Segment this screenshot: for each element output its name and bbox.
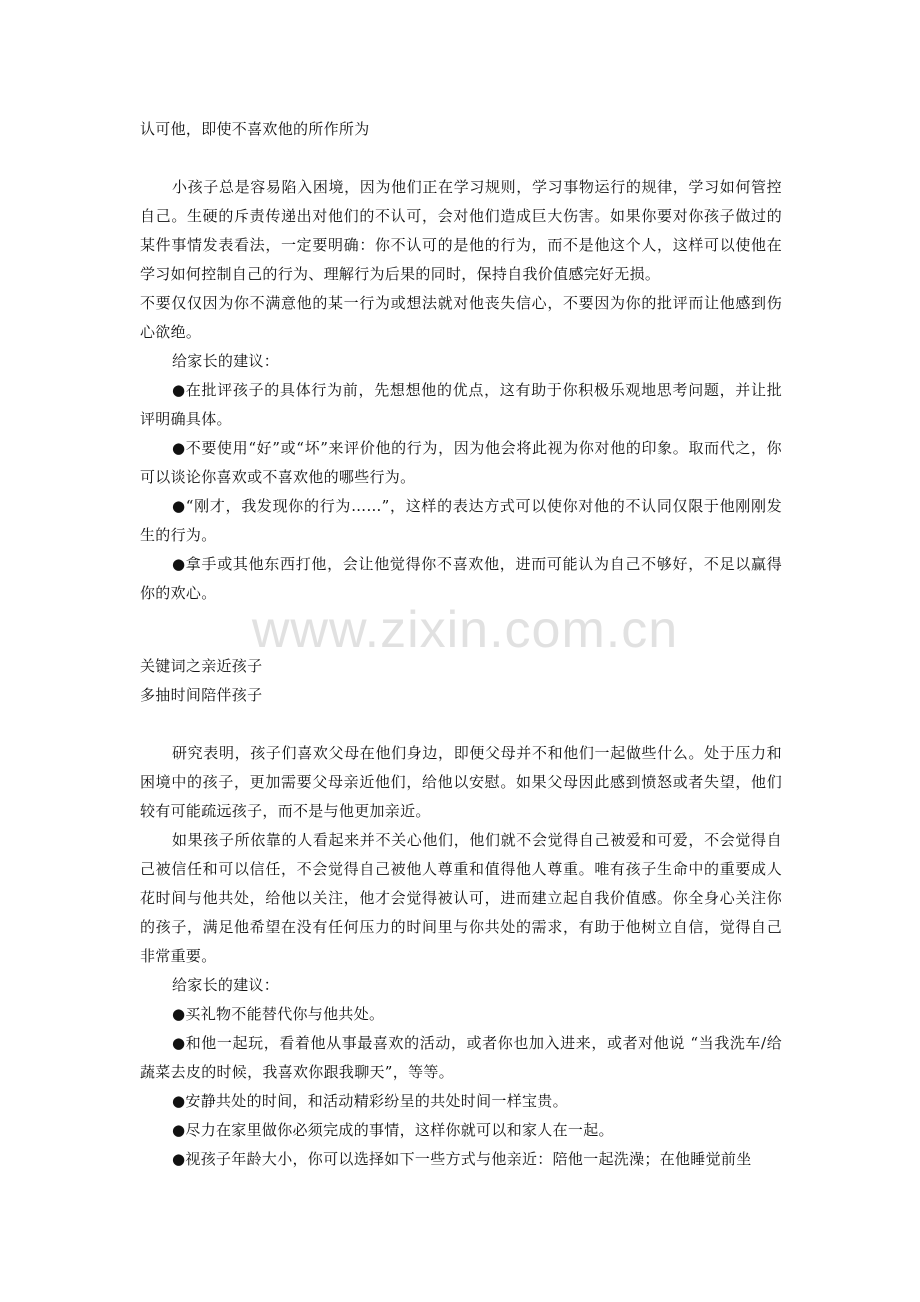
advice-bullet: ●和他一起玩，看着他从事最喜欢的活动，或者你也加入进来，或者对他说 “当我洗车/给蔬菜去皮的时候，我喜欢你跟我聊天”，等等。 bbox=[140, 1034, 782, 1081]
watermark: www.zixin.com.cn bbox=[251, 601, 679, 659]
advice-bullet: ●拿手或其他东西打他，会让他觉得你不喜欢他，进而可能认为自己不够好，不足以赢得你的欢心。 bbox=[140, 555, 782, 602]
body-paragraph: 不要仅仅因为你不满意他的某一行为或想法就对他丧失信心，不要因为你的批评而让他感到伤心欲绝。 bbox=[140, 294, 782, 341]
body-paragraph: 小孩子总是容易陷入困境，因为他们正在学习规则，学习事物运行的规律，学习如何管控自己。生硬的斥责传递出对他们的不认可，会对他们造成巨大伤害。如果你要对你孩子做过的某件事情发表看法，一定要明确：你不认可的是他的行为，而不是他这个人，这样可以使他在学习如何控制自己的行为、理解行为后果的同时，保持自我价值感完好无损。 bbox=[140, 178, 782, 283]
section-closeness bbox=[140, 652, 782, 1174]
body-paragraph: 如果孩子所依靠的人看起来并不关心他们，他们就不会觉得自己被爱和可爱，不会觉得自己被信任和可以信任，不会觉得自己被他人尊重和值得他人尊重。唯有孩子生命中的重要成人花时间与他共处，给他以关注，他才会觉得被认可，进而建立起自我价值感。你全身心关注你的孩子，满足他希望在没有任何压力的时间里与你共处的需求，有助于他树立自信，觉得自己非常重要。 bbox=[140, 831, 782, 965]
body-paragraph: 研究表明，孩子们喜欢父母在他们身边，即便父母并不和他们一起做些什么。处于压力和困境中的孩子，更加需要父母亲近他们，给他以安慰。如果父母因此感到愤怒或者失望，他们较有可能疏远孩子，而不是与他更加亲近。 bbox=[140, 744, 782, 820]
advice-bullet: ●“刚才，我发现你的行为……”，这样的表达方式可以使你对他的不认同仅限于他刚刚发生的行为。 bbox=[140, 497, 782, 544]
advice-label: 给家长的建议： bbox=[172, 352, 280, 370]
section-heading: 多抽时间陪伴孩子 bbox=[140, 686, 263, 704]
advice-bullet: ●在批评孩子的具体行为前，先想想他的优点，这有助于你积极乐观地思考问题，并让批评明确具体。 bbox=[140, 381, 782, 428]
advice-label: 给家长的建议： bbox=[172, 976, 280, 994]
keyword-title: 关键词之亲近孩子 bbox=[140, 657, 263, 675]
advice-bullet: ●视孩子年龄大小，你可以选择如下一些方式与他亲近：陪他一起洗澡；在他睡觉前坐 bbox=[172, 1150, 752, 1168]
section-parenting-approval bbox=[140, 115, 782, 608]
advice-bullet: ●安静共处的时间，和活动精彩纷呈的共处时间一样宝贵。 bbox=[172, 1092, 568, 1110]
advice-bullet: ●不要使用“好”或“坏”来评价他的行为，因为他会将此视为你对他的印象。取而代之，你可以谈论你喜欢或不喜欢他的哪些行为。 bbox=[140, 439, 782, 486]
advice-bullet: ●尽力在家里做你必须完成的事情，这样你就可以和家人在一起。 bbox=[172, 1121, 614, 1139]
blank-line bbox=[140, 144, 782, 173]
blank-line bbox=[140, 710, 782, 739]
section-heading: 认可他，即使不喜欢他的所作所为 bbox=[140, 120, 370, 138]
advice-bullet: ●买礼物不能替代你与他共处。 bbox=[172, 1005, 385, 1023]
